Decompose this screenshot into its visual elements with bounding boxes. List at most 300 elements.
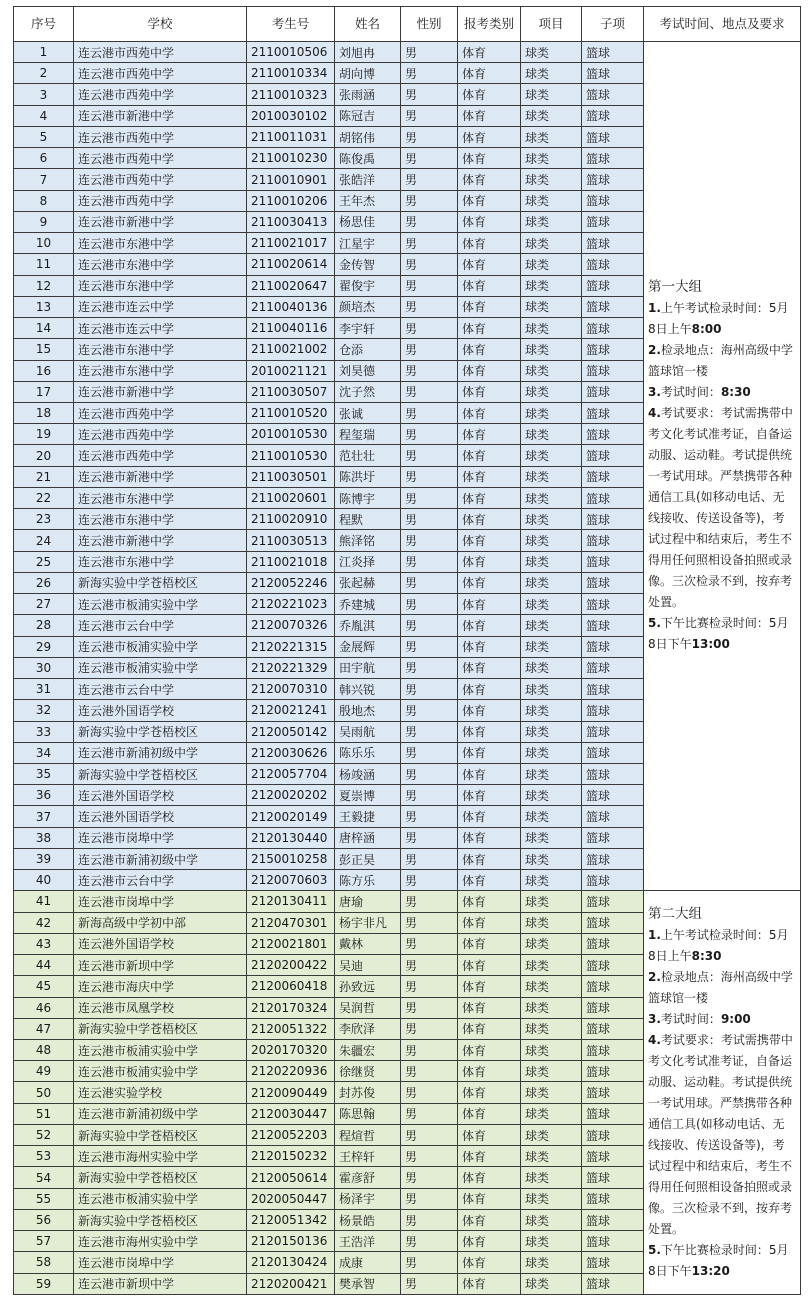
row-student-name: 殷地杰	[335, 700, 401, 721]
row-index: 52	[14, 1124, 74, 1145]
row-category: 体育	[458, 254, 521, 275]
row-sub-event: 篮球	[582, 1231, 644, 1252]
row-event: 球类	[521, 84, 582, 105]
row-category: 体育	[458, 827, 521, 848]
schedule-item	[648, 403, 796, 613]
row-school: 连云港市板浦实验中学	[74, 636, 247, 657]
row-gender: 男	[401, 551, 458, 572]
row-student-name: 王年杰	[335, 190, 401, 211]
row-school: 连云港市东港中学	[74, 275, 247, 296]
row-event: 球类	[521, 381, 582, 402]
row-student-name: 彭正昊	[335, 848, 401, 869]
row-school: 连云港市东港中学	[74, 254, 247, 275]
group-title: 第一大组	[648, 279, 702, 296]
row-index: 58	[14, 1252, 74, 1273]
row-school: 连云港外国语学校	[74, 933, 247, 954]
row-category: 体育	[458, 339, 521, 360]
row-sub-event: 篮球	[582, 211, 644, 232]
header-category: 报考类别	[458, 7, 521, 42]
schedule-item-text: 下午比赛检录时间：5月8日下午	[648, 1242, 789, 1278]
row-event: 球类	[521, 233, 582, 254]
row-gender: 男	[401, 445, 458, 466]
schedule-item-number: 4.	[648, 1032, 661, 1047]
row-category: 体育	[458, 572, 521, 593]
row-student-name: 杨竣涵	[335, 763, 401, 784]
schedule-item-text: 上午考试检录时间：5月8日上午	[648, 301, 789, 337]
row-exam-id: 2120052246	[247, 572, 335, 593]
row-sub-event: 篮球	[582, 169, 644, 190]
row-exam-id: 2120051322	[247, 1018, 335, 1039]
row-exam-id: 2120050142	[247, 721, 335, 742]
row-event: 球类	[521, 870, 582, 891]
row-index: 28	[14, 615, 74, 636]
schedule-item-text: 上午考试检录时间：5月8日上午	[648, 927, 789, 963]
row-gender: 男	[401, 84, 458, 105]
schedule-item-text: 考试时间：	[660, 385, 721, 400]
row-student-name: 张诚	[335, 402, 401, 423]
row-gender: 男	[401, 870, 458, 891]
row-school: 连云港外国语学校	[74, 806, 247, 827]
row-student-name: 樊承智	[335, 1273, 401, 1294]
row-index: 31	[14, 679, 74, 700]
row-school: 连云港市西苑中学	[74, 402, 247, 423]
row-gender: 男	[401, 509, 458, 530]
row-school: 连云港市岗埠中学	[74, 891, 247, 912]
row-sub-event: 篮球	[582, 509, 644, 530]
schedule-item-time: 8:30	[691, 948, 722, 963]
row-sub-event: 篮球	[582, 1273, 644, 1294]
row-student-name: 金传智	[335, 254, 401, 275]
row-gender: 男	[401, 1252, 458, 1273]
row-index: 44	[14, 955, 74, 976]
row-sub-event: 篮球	[582, 381, 644, 402]
row-event: 球类	[521, 126, 582, 147]
row-index: 11	[14, 254, 74, 275]
row-category: 体育	[458, 1209, 521, 1230]
row-exam-id: 2110030513	[247, 530, 335, 551]
row-student-name: 成康	[335, 1252, 401, 1273]
row-event: 球类	[521, 721, 582, 742]
row-gender: 男	[401, 1124, 458, 1145]
row-exam-id: 2120170324	[247, 997, 335, 1018]
row-event: 球类	[521, 933, 582, 954]
row-event: 球类	[521, 1167, 582, 1188]
row-student-name: 陈乐乐	[335, 742, 401, 763]
row-gender: 男	[401, 679, 458, 700]
row-school: 连云港市西苑中学	[74, 126, 247, 147]
row-exam-id: 2010030102	[247, 105, 335, 126]
row-student-name: 张皓洋	[335, 169, 401, 190]
row-index: 8	[14, 190, 74, 211]
row-exam-id: 2120060418	[247, 976, 335, 997]
row-sub-event: 篮球	[582, 487, 644, 508]
row-gender: 男	[401, 721, 458, 742]
row-event: 球类	[521, 1061, 582, 1082]
row-gender: 男	[401, 636, 458, 657]
row-sub-event: 篮球	[582, 976, 644, 997]
row-student-name: 吴雨航	[335, 721, 401, 742]
row-event: 球类	[521, 827, 582, 848]
row-event: 球类	[521, 424, 582, 445]
row-sub-event: 篮球	[582, 360, 644, 381]
row-sub-event: 篮球	[582, 254, 644, 275]
row-exam-id: 2120070603	[247, 870, 335, 891]
row-category: 体育	[458, 1018, 521, 1039]
row-gender: 男	[401, 572, 458, 593]
row-sub-event: 篮球	[582, 700, 644, 721]
row-student-name: 李欣泽	[335, 1018, 401, 1039]
row-gender: 男	[401, 233, 458, 254]
row-index: 39	[14, 848, 74, 869]
row-student-name: 刘昊德	[335, 360, 401, 381]
row-event: 球类	[521, 254, 582, 275]
row-gender: 男	[401, 763, 458, 784]
row-index: 2	[14, 63, 74, 84]
header-schedule: 考试时间、地点及要求	[644, 7, 801, 42]
schedule-item-time: 13:20	[691, 1263, 730, 1278]
row-index: 41	[14, 891, 74, 912]
exam-roster-table	[13, 6, 801, 1295]
table-row	[14, 42, 801, 63]
row-student-name: 刘旭冉	[335, 42, 401, 63]
row-school: 连云港市西苑中学	[74, 169, 247, 190]
row-event: 球类	[521, 848, 582, 869]
row-exam-id: 2110020910	[247, 509, 335, 530]
row-exam-id: 2150010258	[247, 848, 335, 869]
row-sub-event: 篮球	[582, 997, 644, 1018]
row-gender: 男	[401, 318, 458, 339]
row-school: 连云港市板浦实验中学	[74, 1188, 247, 1209]
row-sub-event: 篮球	[582, 912, 644, 933]
schedule-item	[648, 967, 796, 1009]
row-event: 球类	[521, 402, 582, 423]
row-category: 体育	[458, 487, 521, 508]
row-gender: 男	[401, 254, 458, 275]
row-student-name: 胡向博	[335, 63, 401, 84]
row-school: 连云港市板浦实验中学	[74, 1040, 247, 1061]
row-school: 连云港市新港中学	[74, 466, 247, 487]
row-index: 25	[14, 551, 74, 572]
row-school: 新海实验中学苍梧校区	[74, 1124, 247, 1145]
row-sub-event: 篮球	[582, 339, 644, 360]
row-index: 45	[14, 976, 74, 997]
row-event: 球类	[521, 1103, 582, 1124]
row-exam-id: 2120050614	[247, 1167, 335, 1188]
row-school: 新海实验中学苍梧校区	[74, 1167, 247, 1188]
row-exam-id: 2120090449	[247, 1082, 335, 1103]
row-category: 体育	[458, 742, 521, 763]
row-exam-id: 2120470301	[247, 912, 335, 933]
row-sub-event: 篮球	[582, 806, 644, 827]
row-student-name: 程默	[335, 509, 401, 530]
row-school: 连云港市东港中学	[74, 551, 247, 572]
row-index: 6	[14, 148, 74, 169]
row-event: 球类	[521, 1082, 582, 1103]
row-category: 体育	[458, 870, 521, 891]
row-school: 连云港市云台中学	[74, 615, 247, 636]
row-student-name: 唐瑜	[335, 891, 401, 912]
schedule-item-time: 13:00	[691, 637, 730, 652]
row-index: 19	[14, 424, 74, 445]
schedule-item	[648, 382, 796, 403]
row-student-name: 沈子然	[335, 381, 401, 402]
row-student-name: 李宇轩	[335, 318, 401, 339]
schedule-item	[648, 340, 796, 382]
row-gender: 男	[401, 955, 458, 976]
row-index: 38	[14, 827, 74, 848]
row-category: 体育	[458, 1103, 521, 1124]
row-gender: 男	[401, 126, 458, 147]
row-event: 球类	[521, 594, 582, 615]
schedule-item-time: 8:00	[691, 322, 722, 337]
row-exam-id: 2120020202	[247, 785, 335, 806]
row-event: 球类	[521, 1188, 582, 1209]
row-event: 球类	[521, 763, 582, 784]
row-exam-id: 2120030626	[247, 742, 335, 763]
row-sub-event: 篮球	[582, 424, 644, 445]
row-gender: 男	[401, 827, 458, 848]
row-exam-id: 2120021801	[247, 933, 335, 954]
row-exam-id: 2120130424	[247, 1252, 335, 1273]
row-event: 球类	[521, 700, 582, 721]
row-exam-id: 2120021241	[247, 700, 335, 721]
row-sub-event: 篮球	[582, 827, 644, 848]
row-exam-id: 2120052203	[247, 1124, 335, 1145]
row-gender: 男	[401, 360, 458, 381]
row-category: 体育	[458, 1273, 521, 1294]
row-category: 体育	[458, 1082, 521, 1103]
row-exam-id: 2120070310	[247, 679, 335, 700]
row-gender: 男	[401, 1082, 458, 1103]
row-student-name: 吴润哲	[335, 997, 401, 1018]
row-school: 新海实验中学苍梧校区	[74, 1209, 247, 1230]
row-gender: 男	[401, 1273, 458, 1294]
row-category: 体育	[458, 933, 521, 954]
row-event: 球类	[521, 1146, 582, 1167]
row-student-name: 王梓轩	[335, 1146, 401, 1167]
row-exam-id: 2020170320	[247, 1040, 335, 1061]
row-sub-event: 篮球	[582, 148, 644, 169]
row-student-name: 陈俊禹	[335, 148, 401, 169]
row-category: 体育	[458, 445, 521, 466]
row-exam-id: 2010010530	[247, 424, 335, 445]
row-category: 体育	[458, 1124, 521, 1145]
row-school: 连云港市西苑中学	[74, 42, 247, 63]
row-category: 体育	[458, 891, 521, 912]
row-student-name: 杨景皓	[335, 1209, 401, 1230]
row-student-name: 田宇航	[335, 657, 401, 678]
row-gender: 男	[401, 190, 458, 211]
row-sub-event: 篮球	[582, 636, 644, 657]
row-sub-event: 篮球	[582, 42, 644, 63]
row-school: 连云港市连云中学	[74, 296, 247, 317]
row-event: 球类	[521, 445, 582, 466]
row-school: 连云港市新港中学	[74, 211, 247, 232]
row-index: 4	[14, 105, 74, 126]
row-index: 15	[14, 339, 74, 360]
row-event: 球类	[521, 190, 582, 211]
header-name: 姓名	[335, 7, 401, 42]
row-event: 球类	[521, 1124, 582, 1145]
row-sub-event: 篮球	[582, 63, 644, 84]
row-exam-id: 2120030447	[247, 1103, 335, 1124]
row-student-name: 唐梓涵	[335, 827, 401, 848]
row-sub-event: 篮球	[582, 594, 644, 615]
schedule-item-time: 8:30	[720, 385, 751, 400]
schedule-item-number: 3.	[648, 385, 661, 400]
row-sub-event: 篮球	[582, 1209, 644, 1230]
row-event: 球类	[521, 615, 582, 636]
schedule-note-group-1	[644, 42, 801, 891]
row-index: 32	[14, 700, 74, 721]
row-sub-event: 篮球	[582, 402, 644, 423]
row-index: 54	[14, 1167, 74, 1188]
row-sub-event: 篮球	[582, 551, 644, 572]
row-index: 42	[14, 912, 74, 933]
row-event: 球类	[521, 636, 582, 657]
row-student-name: 吴迪	[335, 955, 401, 976]
row-school: 新海高级中学初中部	[74, 912, 247, 933]
row-sub-event: 篮球	[582, 1167, 644, 1188]
row-event: 球类	[521, 296, 582, 317]
row-exam-id: 2120221023	[247, 594, 335, 615]
row-sub-event: 篮球	[582, 572, 644, 593]
row-sub-event: 篮球	[582, 318, 644, 339]
row-category: 体育	[458, 318, 521, 339]
row-student-name: 王毅捷	[335, 806, 401, 827]
row-gender: 男	[401, 296, 458, 317]
row-school: 连云港市新港中学	[74, 105, 247, 126]
row-sub-event: 篮球	[582, 891, 644, 912]
row-gender: 男	[401, 402, 458, 423]
row-sub-event: 篮球	[582, 233, 644, 254]
schedule-item	[648, 1030, 796, 1240]
row-event: 球类	[521, 742, 582, 763]
row-category: 体育	[458, 105, 521, 126]
row-event: 球类	[521, 806, 582, 827]
row-index: 49	[14, 1061, 74, 1082]
row-sub-event: 篮球	[582, 721, 644, 742]
row-index: 56	[14, 1209, 74, 1230]
row-exam-id: 2110010334	[247, 63, 335, 84]
row-index: 20	[14, 445, 74, 466]
row-exam-id: 2110010530	[247, 445, 335, 466]
row-index: 30	[14, 657, 74, 678]
row-gender: 男	[401, 275, 458, 296]
row-event: 球类	[521, 891, 582, 912]
row-exam-id: 2110030501	[247, 466, 335, 487]
row-sub-event: 篮球	[582, 126, 644, 147]
row-exam-id: 2110020601	[247, 487, 335, 508]
row-school: 新海实验中学苍梧校区	[74, 1018, 247, 1039]
row-index: 16	[14, 360, 74, 381]
row-sub-event: 篮球	[582, 466, 644, 487]
row-event: 球类	[521, 509, 582, 530]
row-school: 新海实验中学苍梧校区	[74, 721, 247, 742]
header-index: 序号	[14, 7, 74, 42]
row-student-name: 王浩洋	[335, 1231, 401, 1252]
row-exam-id: 2110010206	[247, 190, 335, 211]
row-gender: 男	[401, 169, 458, 190]
row-student-name: 韩兴锐	[335, 679, 401, 700]
row-category: 体育	[458, 1231, 521, 1252]
row-index: 34	[14, 742, 74, 763]
row-gender: 男	[401, 1209, 458, 1230]
row-category: 体育	[458, 1146, 521, 1167]
row-gender: 男	[401, 530, 458, 551]
schedule-item	[648, 613, 796, 655]
row-student-name: 朱疆宏	[335, 1040, 401, 1061]
row-school: 连云港市板浦实验中学	[74, 1061, 247, 1082]
row-index: 12	[14, 275, 74, 296]
row-student-name: 乔建城	[335, 594, 401, 615]
row-student-name: 江炎择	[335, 551, 401, 572]
row-student-name: 仓添	[335, 339, 401, 360]
row-event: 球类	[521, 679, 582, 700]
row-sub-event: 篮球	[582, 105, 644, 126]
row-sub-event: 篮球	[582, 190, 644, 211]
row-index: 17	[14, 381, 74, 402]
row-school: 连云港外国语学校	[74, 700, 247, 721]
row-school: 连云港市海庆中学	[74, 976, 247, 997]
row-category: 体育	[458, 424, 521, 445]
group-title: 第二大组	[648, 905, 702, 922]
row-exam-id: 2110010520	[247, 402, 335, 423]
row-category: 体育	[458, 530, 521, 551]
row-student-name: 张起赫	[335, 572, 401, 593]
row-index: 57	[14, 1231, 74, 1252]
row-index: 10	[14, 233, 74, 254]
row-sub-event: 篮球	[582, 296, 644, 317]
row-category: 体育	[458, 997, 521, 1018]
row-category: 体育	[458, 785, 521, 806]
row-school: 连云港市新港中学	[74, 381, 247, 402]
row-event: 球类	[521, 1209, 582, 1230]
row-event: 球类	[521, 275, 582, 296]
row-school: 连云港市凤凰学校	[74, 997, 247, 1018]
row-school: 连云港市西苑中学	[74, 148, 247, 169]
row-gender: 男	[401, 785, 458, 806]
row-gender: 男	[401, 594, 458, 615]
row-gender: 男	[401, 148, 458, 169]
row-category: 体育	[458, 148, 521, 169]
row-event: 球类	[521, 1040, 582, 1061]
row-event: 球类	[521, 1231, 582, 1252]
row-category: 体育	[458, 126, 521, 147]
row-student-name: 范壮壮	[335, 445, 401, 466]
schedule-item-text: 检录地点：海州高级中学篮球馆一楼	[648, 343, 793, 379]
row-category: 体育	[458, 912, 521, 933]
row-student-name: 霍彦舒	[335, 1167, 401, 1188]
schedule-item-text: 检录地点：海州高级中学篮球馆一楼	[648, 969, 793, 1005]
row-school: 连云港市新坝中学	[74, 1273, 247, 1294]
row-event: 球类	[521, 955, 582, 976]
row-index: 47	[14, 1018, 74, 1039]
schedule-item	[648, 298, 796, 340]
schedule-item-number: 5.	[648, 1242, 661, 1257]
row-sub-event: 篮球	[582, 742, 644, 763]
row-index: 27	[14, 594, 74, 615]
schedule-item-number: 3.	[648, 1011, 661, 1026]
schedule-item-number: 5.	[648, 616, 661, 631]
row-category: 体育	[458, 1188, 521, 1209]
row-event: 球类	[521, 466, 582, 487]
row-index: 18	[14, 402, 74, 423]
row-student-name: 张雨涵	[335, 84, 401, 105]
row-student-name: 夏崇博	[335, 785, 401, 806]
row-school: 连云港市东港中学	[74, 233, 247, 254]
row-school: 连云港市板浦实验中学	[74, 594, 247, 615]
